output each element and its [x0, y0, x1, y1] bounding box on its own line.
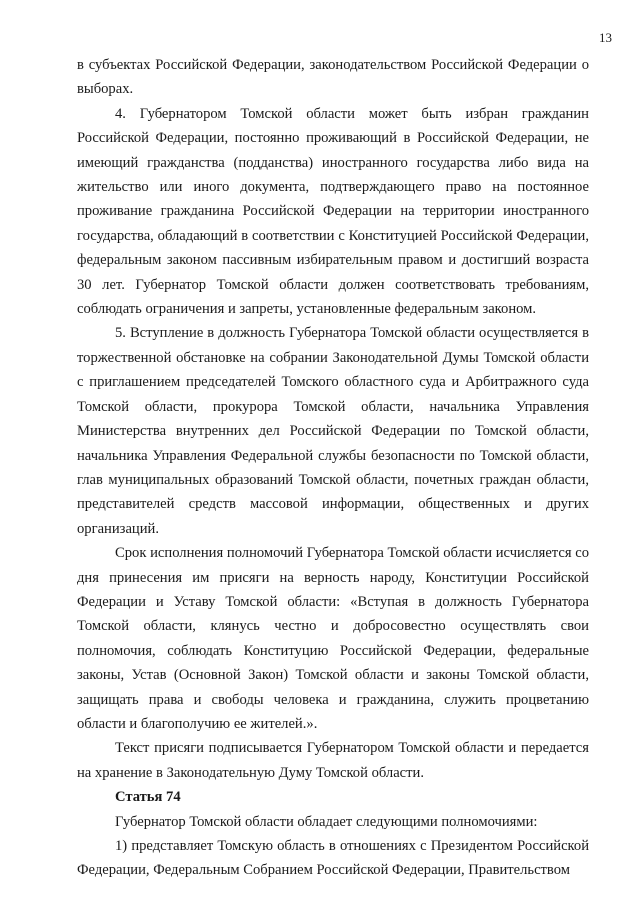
paragraph-oath-term: Срок исполнения полномочий Губернатора Томской области исчисляется со дня принесения им присяги на верность народу, Конституции Российской Федерации и Уставу Томской области: «Вступая в должность Губернатора Томской области, клянусь честно и добросовестно осуществлять свои полномочия, соблюдать Конституцию Российской Федерации, федеральные законы, Устав (Основной Закон) Томской области и законы Томской области, защищать права и свободы человека и гражданина, служить процветанию области и благополучию ее жителей.».: [77, 545, 589, 732]
document-body: [77, 53, 589, 883]
paragraph-oath-storage: Текст присяги подписывается Губернатором Томской области и передается на хранение в Законодательную Думу Томской области.: [77, 740, 589, 781]
paragraph-clause-4: 4. Губернатором Томской области может быть избран гражданин Российской Федерации, постоянно проживающий в Российской Федерации, не имеющий гражданства (подданства) иностранного государства либо вида на жительство или иного документа, подтверждающего право на постоянное проживание гражданина Российской Федерации на территории иностранного государства, обладающий в соответствии с Конституцией Российской Федерации, федеральным законом пассивным избирательным правом и достигший возраста 30 лет. Губернатор Томской области должен соответствовать требованиям, соблюдать ограничения и запреты, установленные федеральным законом.: [77, 105, 589, 318]
page-number: 13: [599, 30, 612, 45]
paragraph-continuation: в субъектах Российской Федерации, законодательством Российской Федерации о выборах.: [77, 57, 589, 98]
article-intro: Губернатор Томской области обладает следующими полномочиями:: [115, 813, 538, 830]
paragraph-clause-5: 5. Вступление в должность Губернатора Томской области осуществляется в торжественной обстановке на собрании Законодательной Думы Томской области с приглашением председателей Томского областного суда и Арбитражного суда Томской области, прокурора Томской области, начальника Управления Министерства внутренних дел Российской Федерации по Томской области, начальника Управления Федеральной службы безопасности по Томской области, глав муниципальных образований Томской области, почетных граждан области, представителей средств массовой информации, общественных и других организаций.: [77, 325, 589, 537]
article-item-1: 1) представляет Томскую область в отношениях с Президентом Российской Федерации, Федеральным Собранием Российской Федерации, Правительством: [77, 838, 589, 879]
article-heading: Статья 74: [115, 789, 181, 806]
